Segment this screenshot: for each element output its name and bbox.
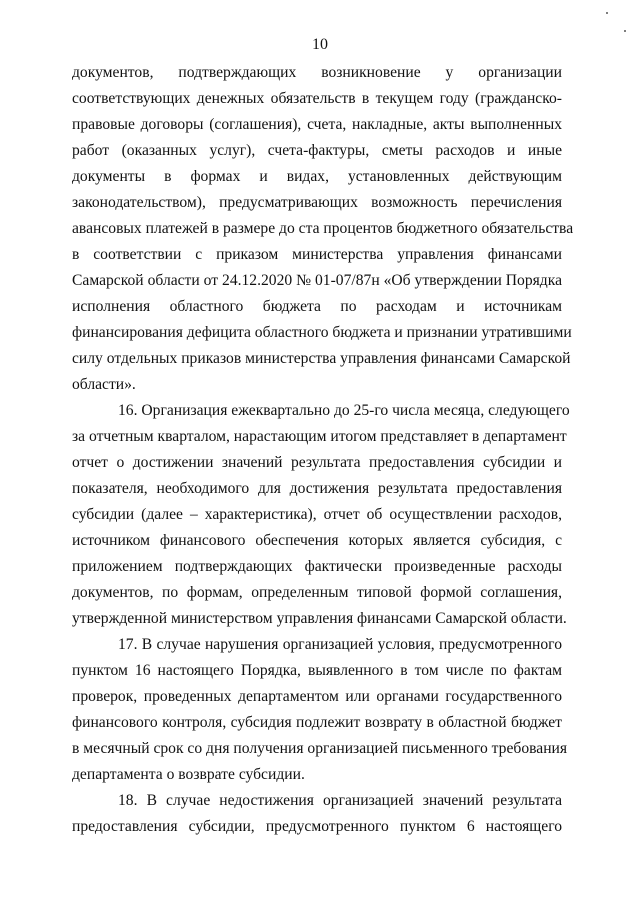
text-line: приложением подтверждающих фактически произведенные расходы — [72, 558, 562, 575]
paragraph — [72, 788, 562, 840]
text-line: исполнения областного бюджета по расходам и источникам — [72, 298, 562, 315]
text-line: силу отдельных приказов министерства управления финансами Самарской — [72, 350, 571, 367]
scan-speck — [624, 30, 626, 32]
scan-speck — [606, 12, 608, 14]
text-line: документы в формах и видах, установленных действующим — [72, 168, 562, 185]
text-line: показателя, необходимого для достижения результата предоставления — [72, 480, 562, 497]
text-line: документов, подтверждающих возникновение у организации — [72, 64, 562, 81]
text-line: соответствующих денежных обязательств в текущем году (гражданско- — [72, 90, 562, 107]
text-line: проверок, проведенных департаментом или органами государственного — [72, 688, 562, 705]
text-line: департамента о возврате субсидии. — [72, 766, 305, 783]
text-line: 16. Организация ежеквартально до 25-го числа месяца, следующего — [118, 402, 570, 419]
text-line: отчет о достижении значений результата предоставления субсидии и — [72, 454, 562, 471]
text-line: работ (оказанных услуг), счета-фактуры, сметы расходов и иные — [72, 142, 562, 159]
text-line: в месячный срок со дня получения организацией письменного требования — [72, 740, 568, 757]
paragraph — [72, 632, 568, 788]
page-number: 10 — [312, 36, 328, 53]
paragraph — [72, 60, 574, 398]
text-line: Самарской области от 24.12.2020 № 01-07/87н «Об утверждении Порядка — [72, 272, 562, 289]
text-line: авансовых платежей в размере до ста процентов бюджетного обязательства — [72, 220, 574, 237]
text-line: предоставления субсидии, предусмотренного пунктом 6 настоящего — [72, 818, 562, 835]
text-line: 18. В случае недостижения организацией значений результата — [118, 792, 562, 809]
text-line: в соответствии с приказом министерства управления финансами — [72, 246, 562, 263]
text-line: за отчетным кварталом, нарастающим итогом представляет в департамент — [72, 428, 567, 445]
text-line: правовые договоры (соглашения), счета, накладные, акты выполненных — [72, 116, 562, 133]
text-line: 17. В случае нарушения организацией условия, предусмотренного — [118, 636, 562, 653]
document-body — [72, 60, 574, 840]
text-line: области». — [72, 376, 136, 393]
text-line: источником финансового обеспечения которых является субсидия, с — [72, 532, 562, 549]
text-line: документов, по формам, определенным типовой формой соглашения, — [72, 584, 562, 601]
text-line: пунктом 16 настоящего Порядка, выявленного в том числе по фактам — [72, 662, 562, 679]
text-line: законодательством), предусматривающих возможность перечисления — [72, 194, 562, 211]
text-line: финансового контроля, субсидия подлежит возврату в областной бюджет — [72, 714, 562, 731]
text-line: финансирования дефицита областного бюджета и признании утратившими — [72, 324, 572, 341]
text-line: субсидии (далее – характеристика), отчет об осуществлении расходов, — [72, 506, 562, 523]
paragraph — [72, 398, 570, 632]
text-line: утвержденной министерством управления финансами Самарской области. — [72, 610, 567, 627]
